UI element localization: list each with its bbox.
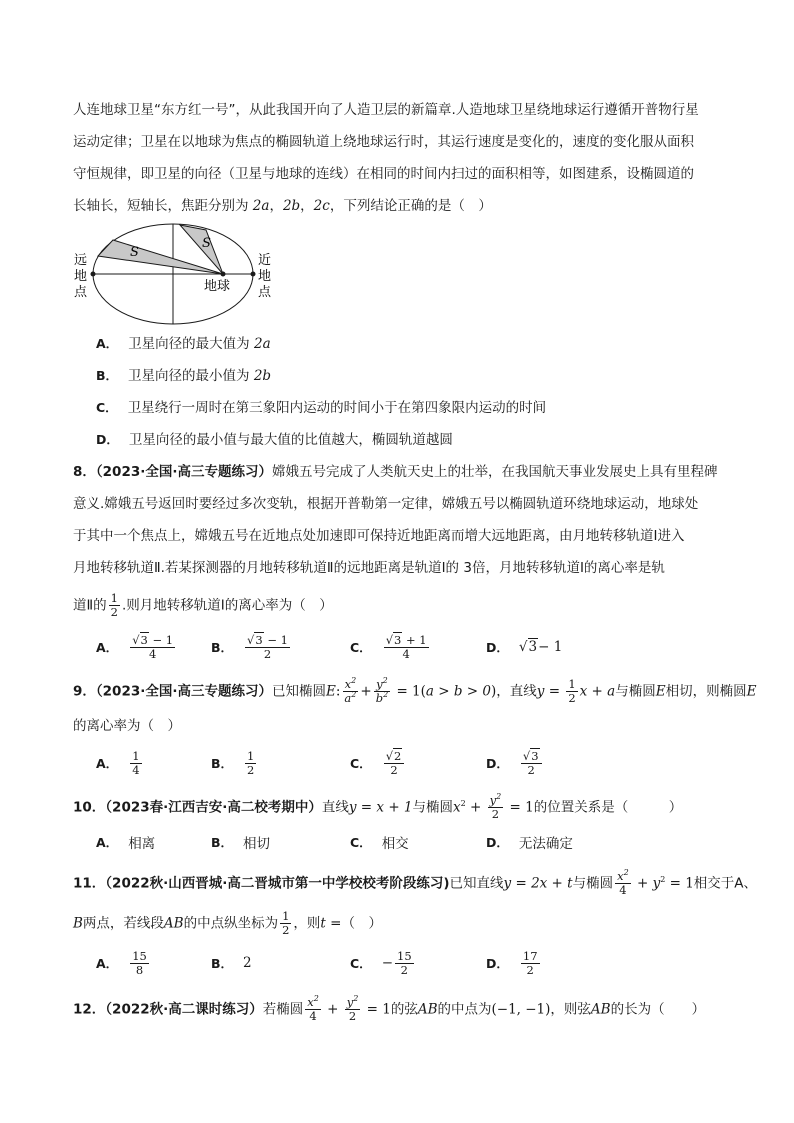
q7-text-line-4-end: ，下列结论正确的是（ ） xyxy=(329,198,492,214)
exp: 2 xyxy=(351,690,357,700)
exp: 2 xyxy=(353,994,359,1004)
question-text: 直线 xyxy=(321,799,349,816)
option-fraction xyxy=(130,750,141,777)
option-label: D． xyxy=(96,432,119,447)
question-source: （2023·全国·高三专题练习） xyxy=(95,464,272,480)
denominator: 4 xyxy=(309,1009,317,1023)
option-label: B． xyxy=(211,956,234,971)
midpoint-coordinates: (−1, −1) xyxy=(491,1001,551,1018)
sqrt: √3 xyxy=(247,632,263,647)
equals-one: = 1 xyxy=(505,799,534,816)
option-label: C． xyxy=(350,835,372,850)
option-tail: − 1 xyxy=(538,639,563,655)
question-text: =（ ） xyxy=(325,915,382,932)
q8-option-a[interactable] xyxy=(96,630,177,664)
radicand: 2 xyxy=(394,748,402,763)
q7-math-2a: 2a xyxy=(252,198,270,214)
comma: ， xyxy=(269,198,283,214)
sqrt: √3 xyxy=(522,748,539,763)
denominator: 4 xyxy=(148,646,157,661)
ellipse-name: E xyxy=(326,683,336,700)
option-label: B． xyxy=(211,835,234,850)
option-fraction xyxy=(130,634,175,661)
denominator: 2 xyxy=(491,807,500,821)
near-point-label-1: 近 xyxy=(258,253,272,268)
option-math: 2a xyxy=(253,336,271,352)
option-label: C． xyxy=(350,756,372,771)
question-text: 道Ⅱ的 xyxy=(73,597,107,614)
numerator: 15 xyxy=(132,948,147,963)
numerator: 1 xyxy=(247,748,255,763)
question-text: ，则 xyxy=(293,915,321,932)
numerator xyxy=(245,634,290,648)
numerator xyxy=(130,634,175,648)
q8-line-1 xyxy=(73,462,718,482)
question-text: 已知椭圆 xyxy=(272,683,326,700)
q11-option-d[interactable] xyxy=(486,946,542,980)
option-text: 相切 xyxy=(243,836,271,852)
question-text: 若椭圆 xyxy=(262,1001,304,1018)
denominator: 2 xyxy=(400,962,408,977)
near-point-label-3: 点 xyxy=(258,285,272,300)
option-label: B． xyxy=(96,368,119,383)
var-b: b xyxy=(375,691,384,705)
option-label: A． xyxy=(96,756,119,771)
q11-option-b[interactable] xyxy=(211,946,252,980)
question-text: ，直线 xyxy=(496,683,537,700)
var-y: y xyxy=(536,683,545,700)
chord-ab: AB xyxy=(417,1001,438,1018)
denominator: 4 xyxy=(132,762,140,777)
option-fraction xyxy=(521,950,540,977)
var-t: t xyxy=(320,915,326,932)
radicand: 3 xyxy=(531,748,539,763)
option-label: A． xyxy=(96,956,119,971)
numerator xyxy=(615,870,631,884)
option-label: D． xyxy=(486,640,509,655)
fraction-x2-4 xyxy=(615,870,631,897)
q7-text-line-1: 人连地球卫星“东方红一号”，从此我国开向了人造卫层的新篇章.人造地球卫星绕地球运行遵循开普物行星 xyxy=(73,102,699,118)
q10-options xyxy=(96,831,736,853)
exp: 2 xyxy=(460,799,466,808)
var-a: a xyxy=(344,691,352,705)
plus-y: + y xyxy=(632,875,661,892)
option-text: 卫星绕行一周时在第三象阳内运动的时间小于在第四象限内运动的时间 xyxy=(127,400,547,416)
denominator: 2 xyxy=(348,1009,357,1023)
q11-option-c[interactable] xyxy=(350,946,416,980)
question-number: 8． xyxy=(73,464,96,480)
plus-a: + a xyxy=(587,683,616,700)
fraction-one-half xyxy=(280,910,291,937)
var-x: x xyxy=(617,869,624,883)
var-x: x xyxy=(579,683,588,700)
exp: 2 xyxy=(660,875,666,884)
option-fraction xyxy=(245,750,256,777)
question-text: 的长为（ ） xyxy=(610,1001,706,1018)
option-fraction xyxy=(384,750,405,777)
option-label: D． xyxy=(486,756,509,771)
equals-one: = 1 xyxy=(362,1001,391,1018)
q8-options xyxy=(96,630,736,664)
near-point-label-2: 地 xyxy=(258,269,272,284)
numerator xyxy=(488,794,504,808)
option-fraction xyxy=(245,634,290,661)
q7-text-line-2: 运动定律；卫星在以地球为焦点的椭圆轨道上绕地球运行时，其运行速度是变化的，速度的变化服从面积 xyxy=(73,134,694,150)
denominator: 2 xyxy=(282,923,290,937)
sqrt: √3 xyxy=(518,639,538,655)
s-label-right: S xyxy=(202,236,211,251)
var-x: x xyxy=(453,799,461,816)
question-number: 9． xyxy=(73,683,96,700)
numerator: 1 xyxy=(132,748,140,763)
option-text: 相离 xyxy=(128,836,156,852)
orbit-figure xyxy=(68,222,278,330)
question-text: 的弦 xyxy=(390,1001,418,1018)
denominator: 2 xyxy=(263,646,272,661)
far-point-dot xyxy=(91,272,96,277)
sqrt: √3 xyxy=(132,632,148,647)
question-text: 的中点纵坐标为 xyxy=(183,915,279,932)
option-text: 卫星向径的最小值与最大值的比值越大，椭圆轨道越圆 xyxy=(128,432,453,448)
option-label: B． xyxy=(211,756,234,771)
option-label: B． xyxy=(211,640,234,655)
question-text: 的中点为 xyxy=(437,1001,492,1018)
radicand: 3 xyxy=(394,632,402,647)
question-text: 嫦娥五号完成了人类航天史上的壮举，在我国航天事业发展史上具有里程碑 xyxy=(272,464,718,480)
denominator: 2 xyxy=(526,962,534,977)
line-equation: y = x + 1 xyxy=(348,799,413,816)
option-text: 卫星向径的最大值为 xyxy=(128,336,254,352)
earth-label: 地球 xyxy=(204,279,231,294)
exp: 2 xyxy=(623,868,629,878)
question-text: 相切，则椭圆 xyxy=(665,683,747,700)
chord-ab: AB xyxy=(590,1001,611,1018)
question-text: 与椭圆 xyxy=(412,799,454,816)
denominator: 2 xyxy=(110,605,118,619)
condition: a > b > 0 xyxy=(425,683,491,700)
q9-option-b[interactable] xyxy=(211,746,258,780)
question-text: 已知直线 xyxy=(449,875,504,892)
numerator-tail: − 1 xyxy=(148,632,174,647)
q8-line-2: 意义.嫦娥五号返回时要经过多次变轨，根据开普勒第一定律，嫦娥五号以椭圆轨道环绕地球运动，地球处 xyxy=(73,496,699,512)
s-label-left: S xyxy=(130,245,139,260)
earth-dot xyxy=(221,272,226,277)
option-fraction xyxy=(384,634,429,661)
line-equation: y = 2x + t xyxy=(503,875,573,892)
denominator: 2 xyxy=(247,762,255,777)
q9-line-2: 的离心率为（ ） xyxy=(73,718,181,734)
option-value: 2 xyxy=(243,955,252,971)
denominator: 2 xyxy=(390,762,398,777)
equals: = xyxy=(544,683,565,700)
question-text: .则月地转移轨道Ⅰ的离心率为（ ） xyxy=(121,597,333,614)
denominator: 4 xyxy=(619,883,627,897)
question-text: 两点，若线段 xyxy=(82,915,164,932)
numerator xyxy=(345,996,361,1010)
var-x: x xyxy=(344,677,352,691)
plus: + xyxy=(322,1001,343,1018)
q7-text-line-4-start: 长轴长，短轴长，焦距分别为 xyxy=(73,198,249,214)
minus-sign: − xyxy=(381,955,393,971)
q8-line-5 xyxy=(73,592,333,619)
q8-option-c[interactable] xyxy=(350,630,431,664)
paren-close: ) xyxy=(490,683,497,700)
var-y: y xyxy=(376,677,383,691)
denominator xyxy=(342,692,358,705)
q8-option-d[interactable] xyxy=(486,630,562,664)
near-point-dot xyxy=(251,272,256,277)
question-source: （2023·全国·高三专题练习） xyxy=(95,683,272,700)
q8-line-4: 月地转移轨道Ⅱ.若某探测器的月地转移轨道Ⅱ的远地距离是轨道Ⅰ的 3倍，月地转移轨道Ⅰ的离心率是轨 xyxy=(73,560,665,576)
numerator xyxy=(521,750,542,764)
option-label: A． xyxy=(96,336,119,351)
ellipse-name: E xyxy=(655,683,666,700)
fraction-y2-2 xyxy=(488,794,504,821)
q9-line-1 xyxy=(73,678,756,705)
denominator: 4 xyxy=(402,646,410,661)
question-text: 的位置关系是（ ） xyxy=(533,799,683,816)
point-b: B xyxy=(73,915,83,932)
plus: + xyxy=(465,799,486,816)
fraction-x2-a2 xyxy=(342,678,358,705)
q7-option-a[interactable] xyxy=(96,334,271,354)
numerator: 1 xyxy=(568,677,576,691)
denominator: 8 xyxy=(135,962,144,977)
far-point-label-2: 地 xyxy=(74,269,88,284)
radicand: 3 xyxy=(528,639,538,655)
question-number: 12． xyxy=(73,1001,106,1018)
exp: 2 xyxy=(351,676,357,686)
q9-options xyxy=(96,746,736,780)
numerator-tail: + 1 xyxy=(402,632,427,647)
q8-line-3: 于其中一个焦点上，嫦娥五号在近地点处加速即可保持近地距离而增大远地距离，由月地转移轨道Ⅰ进入 xyxy=(73,528,685,544)
q7-math-2b: 2b xyxy=(282,198,301,214)
q11-options xyxy=(96,946,736,980)
option-label: C． xyxy=(350,640,372,655)
q10-option-b[interactable] xyxy=(211,831,270,853)
radicand: 3 xyxy=(140,632,148,647)
numerator-tail: − 1 xyxy=(263,632,288,647)
colon: : xyxy=(335,683,341,700)
question-text: 相交于A、 xyxy=(693,875,758,892)
question-source: （2022秋·山西晋城·高二晋城市第一中学校校考阶段练习) xyxy=(105,875,450,892)
option-text: 无法确定 xyxy=(518,836,573,852)
q12-line-1 xyxy=(73,996,705,1023)
comma: ， xyxy=(300,198,314,214)
exp: 2 xyxy=(382,676,388,686)
q8-option-b[interactable] xyxy=(211,630,292,664)
option-fraction xyxy=(130,950,149,977)
q7-math-2c: 2c xyxy=(313,198,330,214)
denominator: 2 xyxy=(527,762,535,777)
q11-option-a[interactable] xyxy=(96,946,151,980)
q7-option-d[interactable] xyxy=(96,430,453,450)
option-label: D． xyxy=(486,835,509,850)
exp: 2 xyxy=(313,994,319,1004)
option-fraction xyxy=(395,950,414,977)
numerator: 17 xyxy=(522,948,538,963)
question-number: 11． xyxy=(73,875,106,892)
numerator xyxy=(384,634,429,648)
var-y: y xyxy=(346,995,354,1009)
sqrt: √3 xyxy=(385,632,402,647)
option-label: C． xyxy=(350,956,372,971)
denominator: 2 xyxy=(568,691,576,705)
equals-one: = 1 xyxy=(665,875,694,892)
fraction-y2-b2 xyxy=(374,678,390,705)
equals-one: = 1( xyxy=(392,683,426,700)
q7-option-b[interactable] xyxy=(96,366,271,386)
q7-text-line-4 xyxy=(73,196,492,216)
option-label: A． xyxy=(96,640,119,655)
option-math: 2b xyxy=(253,368,272,384)
numerator: 1 xyxy=(110,591,118,605)
plus: + xyxy=(360,683,372,700)
fraction-one-half xyxy=(109,592,120,619)
fraction-x2-4 xyxy=(305,996,321,1023)
var-y: y xyxy=(489,793,497,807)
question-source: （2023春·江西吉安·高二校考期中） xyxy=(105,799,322,816)
question-text: ，则弦 xyxy=(550,1001,591,1018)
option-label: D． xyxy=(486,956,509,971)
numerator xyxy=(305,996,321,1010)
q10-option-a[interactable] xyxy=(96,831,155,853)
numerator: 1 xyxy=(282,909,290,923)
q10-option-d[interactable] xyxy=(486,831,573,853)
question-text: 与椭圆 xyxy=(615,683,656,700)
exp: 2 xyxy=(496,792,502,802)
question-source: （2022秋·高二课时练习） xyxy=(105,1001,263,1018)
option-text: 相交 xyxy=(381,836,409,852)
numerator: 15 xyxy=(397,948,412,963)
ellipse-name: E xyxy=(746,683,757,700)
q7-text-line-3: 守恒规律，即卫星的向径（卫星与地球的连线）在相同的时间内扫过的面积相等，如图建系，设椭圆道的 xyxy=(73,166,694,182)
fraction-y2-2 xyxy=(345,996,361,1023)
option-label: C． xyxy=(96,400,118,415)
segment-ab: AB xyxy=(163,915,184,932)
exp: 2 xyxy=(383,690,389,700)
q10-line-1 xyxy=(73,794,682,821)
q11-line-1 xyxy=(73,870,757,897)
q9-option-d[interactable] xyxy=(486,746,544,780)
sqrt: √2 xyxy=(385,748,402,763)
far-point-label-3: 点 xyxy=(74,285,88,300)
q9-option-c[interactable] xyxy=(350,746,406,780)
q10-option-c[interactable] xyxy=(350,831,409,853)
var-x: x xyxy=(307,995,314,1009)
denominator xyxy=(374,692,390,705)
question-text: 与椭圆 xyxy=(572,875,614,892)
q9-option-a[interactable] xyxy=(96,746,144,780)
radicand: 3 xyxy=(255,632,263,647)
option-fraction xyxy=(521,750,542,777)
numerator xyxy=(384,750,405,764)
option-text: 卫星向径的最小值为 xyxy=(128,368,254,384)
option-label: A． xyxy=(96,835,119,850)
question-number: 10． xyxy=(73,799,106,816)
far-point-label-1: 远 xyxy=(74,253,88,268)
fraction-one-half xyxy=(566,678,577,705)
q7-option-c[interactable] xyxy=(96,398,546,418)
q11-line-2 xyxy=(73,910,382,937)
